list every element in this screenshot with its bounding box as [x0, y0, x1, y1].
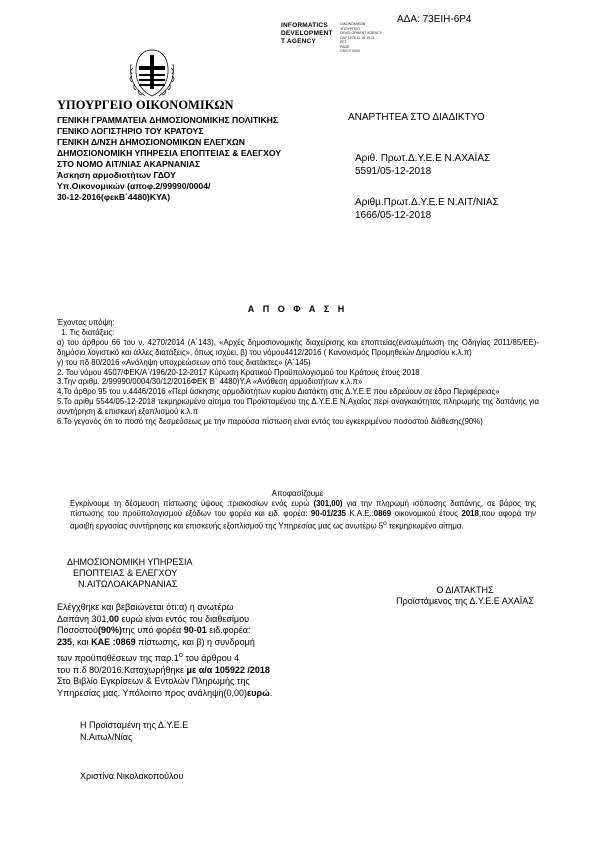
agency-line: T AGENCY — [281, 38, 316, 45]
decision-agency-code: 90-01/235 — [310, 509, 347, 518]
decision-text — [70, 499, 536, 532]
check-line — [57, 637, 272, 649]
decision-part: τεκμηριωμένο αίτημα. — [386, 521, 464, 531]
protocol-label: Αριθ. Πρωτ.Δ.Υ.Ε.Ε Ν.ΑΧΑΪΑΣ — [355, 153, 491, 164]
checker-title: Η Προϊσταμένη της Δ.Υ.Ε.Ε — [80, 720, 189, 730]
protocol-achaia — [355, 152, 490, 178]
decision-part: Κ.Α.Ε.: — [346, 509, 374, 518]
check-part: ειδ.φορέα: — [206, 625, 251, 636]
header-line: Υπ.Οικονομικών (αποφ.2/99990/0004/ — [57, 181, 211, 191]
agency-fine-line: ΥΠΟΥΡΓΕΙΟ — [340, 26, 361, 31]
consideration-item: γ) του πδ 80/2016 «Ανάληψη υποχρεώσεων από τους διατάκτες» (Α΄145) — [57, 357, 311, 367]
decision-part: οικονομικού έτους — [391, 509, 462, 518]
header-line: ΔΗΜΟΣΙΟΝΟΜΙΚΗ ΥΠΗΡΕΣΙΑ ΕΠΟΠΤΕΙΑΣ & ΕΛΕΓΧΟΥ — [57, 148, 282, 158]
check-bold: ΚΑΕ :0869 — [91, 637, 136, 648]
check-part: Υπηρεσίας μας. Υπόλοιπο προς ανάληψη(0,00) — [57, 687, 248, 698]
checker-unit: Ν.Αιτωλ/Νίας — [80, 731, 133, 742]
agency-fine-line: ΟΙΚΟΝΟΜΙΚΩΝ — [340, 22, 366, 26]
consideration-item: 5.Το αριθμ 5544/05-12-2018 τεκμηριωμένο αίτημα του Προϊσταμένου της Δ.Υ.Ε.Ε Ν.Αχαΐας περί αναγκαιότητας πληρωμής της δαπάνης για συντήρηση & επισκευή εξοπλισμού κ.λ.π — [57, 397, 539, 417]
agency-line: DEVELOPMENT — [281, 30, 333, 37]
verification-block — [57, 602, 272, 700]
agency-fine-line: GR/CY 0000 — [340, 49, 360, 53]
agency-line: INFORMATICS — [281, 22, 328, 29]
check-part: του άρθρου 4 — [182, 652, 240, 663]
agency-stamp — [281, 22, 333, 46]
decision-heading: Αποφασίζουμε — [271, 489, 324, 498]
consideration-item: 4.Το άρθρο 95 του ν.4446/2016 «Περί άσκησης αρμοδιοτήτων κυρίου Διατάκτη στις Δ.Υ.Ε.Ε που εδρεύουν σε έδρα Περιφέρειας» — [57, 387, 500, 397]
check-line: Στο Βιβλίο Εγκρίσεων & Εντολών Πληρωμής της — [57, 676, 250, 687]
consideration-item: 6.Το γεγονός ότι το ποσό της δεσμεύσεως με την παρούσα πίστωση είναι εντός του εγκεκριμένου ποσοστού διάθεσης(90%) — [57, 417, 483, 427]
check-line — [57, 625, 272, 637]
check-part: Δαπάνη 301, — [57, 613, 110, 624]
decision-kae: 0869 — [373, 509, 392, 518]
check-part: Ποσοστού — [57, 625, 98, 636]
service-block — [67, 557, 193, 590]
consideration-item: 1. Τις διατάξεις: — [61, 327, 115, 337]
decision-amount: (301,00) — [313, 499, 343, 508]
check-part: της υπό φορέα — [122, 625, 184, 636]
document-title: Α Π Ο Φ Α Σ Η — [247, 304, 348, 314]
signer-name: Χριστίνα Νικολακοπούλου — [80, 771, 184, 781]
agency-fine-line: DEVELOPMENT AGENCY — [340, 31, 382, 35]
check-part: , και — [72, 637, 92, 648]
checker-signature — [80, 720, 188, 743]
check-part: του π.δ 80/2016.Καταχωρήθηκε — [57, 664, 187, 675]
check-bold: ευρώ — [247, 687, 270, 698]
check-line: Ελέγχθηκε και βεβαιώνεται ότι:α) η ανωτέρω — [57, 602, 234, 612]
check-part: πίστωσης, και β) η συνδρομή — [135, 637, 255, 648]
header-line: ΣΤΟ ΝΟΜΟ ΑΙΤ/ΝΙΑΣ ΑΚΑΡΝΑΝΙΑΣ — [57, 159, 201, 169]
protocol-value: 5591/05-12-2018 — [355, 166, 432, 177]
decision-part: Εγκρίνουμε τη δέσμευση πίστωσης ύψους :τριακοσίων ενός ευρώ — [70, 499, 314, 508]
protocol-aitnias — [355, 196, 499, 222]
check-line — [57, 614, 272, 626]
publish-notice: ΑΝΑΡΤΗΤΕΑ ΣΤΟ ΔΙΑΔΙΚΤΥΟ — [348, 112, 485, 123]
director-role: Προϊστάμενος της Δ.Υ.Ε.Ε ΑΧΑΪΑΣ — [396, 596, 534, 606]
decision-year: 2018 — [461, 509, 479, 518]
greek-emblem-icon — [125, 46, 179, 100]
check-part: . — [269, 687, 273, 698]
protocol-value: 1666/05-12-2018 — [355, 210, 432, 221]
header-line: ΓΕΝΙΚΗ ΓΡΑΜΜΑΤΕΙΑ ΔΗΜΟΣΙΟΝΟΜΙΚΗΣ ΠΟΛΙΤΙΚΗΣ — [57, 115, 279, 125]
agency-fine-line: EET — [340, 40, 347, 44]
check-line — [57, 649, 272, 665]
agency-fine-print — [340, 22, 382, 54]
check-bold: 235 — [57, 637, 73, 648]
check-part: ευρώ είναι εντός του διαθεσίμου — [121, 613, 250, 624]
protocol-label: Αριθμ.Πρωτ.Δ.Υ.Ε.Ε Ν.ΑΙΤ/ΝΙΑΣ — [355, 197, 499, 208]
ministry-title: ΥΠΟΥΡΓΕΙΟ ΟΙΚΟΝΟΜΙΚΩΝ — [57, 98, 234, 112]
director-block — [380, 585, 550, 607]
check-part: των προϋποθέσεων της παρ.1 — [57, 652, 179, 663]
service-line: ΔΗΜΟΣΙΟΝΟΜΙΚΗ ΥΠΗΡΕΣΙΑ — [67, 557, 193, 567]
decision-part: ,που αφορά την αμοιβή εργασίας συντήρησης και επισκευής εξοπλισμού της Υπηρεσίας μας ως ανωτέρω 5 — [70, 509, 537, 531]
check-bold: με α/α 105922 /2018 — [186, 664, 270, 675]
ada-code: ΑΔΑ: 73ΕΙΗ-6Ρ4 — [397, 14, 472, 25]
header-line: ΓΕΝΙΚΟ ΛΟΓΙΣΤΗΡΙΟ ΤΟΥ ΚΡΑΤΟΥΣ — [57, 126, 204, 136]
check-bold: 00 — [109, 613, 120, 624]
considerations — [57, 318, 539, 427]
consideration-item: α) του άρθρου 66 του ν. 4270/2014 (Α΄143), «Αρχές δημοσιονομικής διαχείρισης και εποπτείας(ενσωμάτωση της Οδηγίας 2011/85/ΕΕ)-δημόσιο λογιστικό και άλλες διατάξεις», όπως ισχύει, β) του νόμου4412/2016 ( Κανονισμός Προμηθειών Δημοσίου κ.λ.π) — [57, 337, 539, 357]
header-line: 30-12-2016(φεκΒ΄4480)ΚΥΑ) — [57, 192, 171, 202]
header-line: ΓΕΝΙΚΗ Δ/ΝΣΗ ΔΗΜΟΣΙΟΝΟΜΙΚΩΝ ΕΛΕΓΧΩΝ — [57, 137, 245, 147]
agency-fine-line: DAY 1978.11.15 15:11 — [340, 35, 375, 40]
director-title: Ο ΔΙΑΤΑΚΤΗΣ — [436, 585, 494, 595]
check-bold: (90%) — [97, 625, 122, 636]
check-bold: 90-01 — [183, 625, 207, 636]
consideration-item: 3.Την αριθμ. 2/99990/0004/30/12/2016ΦΕΚ Β΄ 4480)Υ.Α «Ανάθεση αρμοδιοτήτων κ.λ.π» — [57, 377, 363, 387]
issuer-header — [57, 98, 307, 203]
decision-sup: ο — [383, 520, 387, 527]
decision-part: για την πληρωμή ισόποσης δαπάνης, σε βάρος της πίστωσης του προϋπολογισμού εξόδων του φορέα και ειδ. φορέα: — [70, 499, 536, 518]
check-line — [57, 688, 272, 700]
service-line: Ν.ΑΙΤΩΛΟΑΚΑΡΝΑΝΙΑΣ — [78, 579, 178, 589]
considerations-intro: Έχοντας υπόψη: — [57, 318, 115, 327]
consideration-item: 2. Του νόμου 4507/ΦΕΚ/Α΄/196/20-12-2017 Κύρωση Κρατικού Προϋπολογισμού του Κράτους έτους 2018 — [57, 367, 420, 377]
agency-fine-line: PAGE — [340, 44, 350, 49]
check-line — [57, 665, 272, 677]
check-sup: ο — [178, 649, 183, 659]
header-line: Άσκηση αρμοδιοτήτων ΓΔΟΥ — [57, 170, 176, 180]
service-line: ΕΠΟΠΤΕΙΑΣ & ΕΛΕΓΧΟΥ — [73, 568, 178, 578]
